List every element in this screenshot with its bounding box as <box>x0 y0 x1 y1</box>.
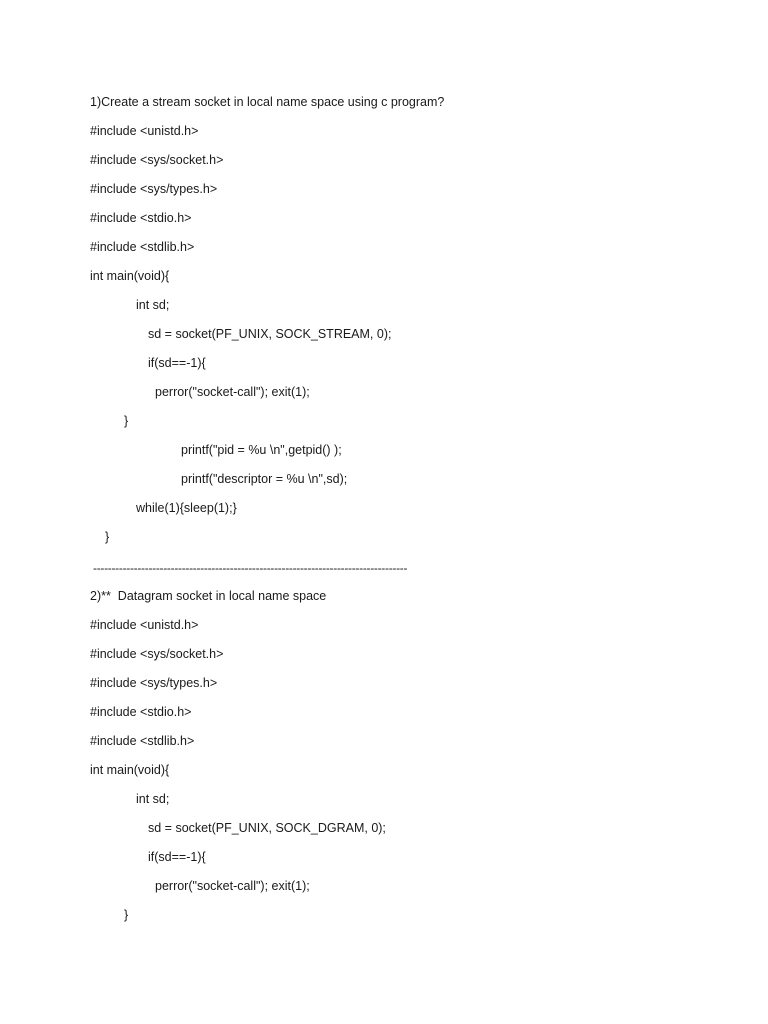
code-line: sd = socket(PF_UNIX, SOCK_STREAM, 0); <box>148 327 392 341</box>
code-line: #include <sys/socket.h> <box>90 153 224 167</box>
code-line: int main(void){ <box>90 763 170 777</box>
code-line: } <box>124 414 129 428</box>
code-line: #include <sys/types.h> <box>90 182 218 196</box>
code-line: int sd; <box>136 792 170 806</box>
section-2-heading: 2)** Datagram socket in local name space <box>90 589 327 603</box>
code-line: #include <sys/socket.h> <box>90 647 224 661</box>
section-divider: ------------------------------------------------------------------------------------- <box>93 561 408 575</box>
code-line: int sd; <box>136 298 170 312</box>
code-line: #include <stdlib.h> <box>90 240 195 254</box>
code-line: } <box>105 530 110 544</box>
code-line: } <box>124 908 129 922</box>
code-line: #include <unistd.h> <box>90 124 199 138</box>
code-line: if(sd==-1){ <box>148 356 206 370</box>
code-line: if(sd==-1){ <box>148 850 206 864</box>
code-line: #include <sys/types.h> <box>90 676 218 690</box>
section-1-heading: 1)Create a stream socket in local name space using c program? <box>90 95 445 109</box>
code-line: #include <stdio.h> <box>90 211 192 225</box>
code-line: #include <stdlib.h> <box>90 734 195 748</box>
code-line: printf("pid = %u \n",getpid() ); <box>181 443 342 457</box>
code-line: printf("descriptor = %u \n",sd); <box>181 472 348 486</box>
code-line: sd = socket(PF_UNIX, SOCK_DGRAM, 0); <box>148 821 386 835</box>
code-line: #include <stdio.h> <box>90 705 192 719</box>
code-line: #include <unistd.h> <box>90 618 199 632</box>
code-line: int main(void){ <box>90 269 170 283</box>
code-line: perror("socket-call"); exit(1); <box>155 879 310 893</box>
code-line: perror("socket-call"); exit(1); <box>155 385 310 399</box>
code-line: while(1){sleep(1);} <box>136 501 237 515</box>
